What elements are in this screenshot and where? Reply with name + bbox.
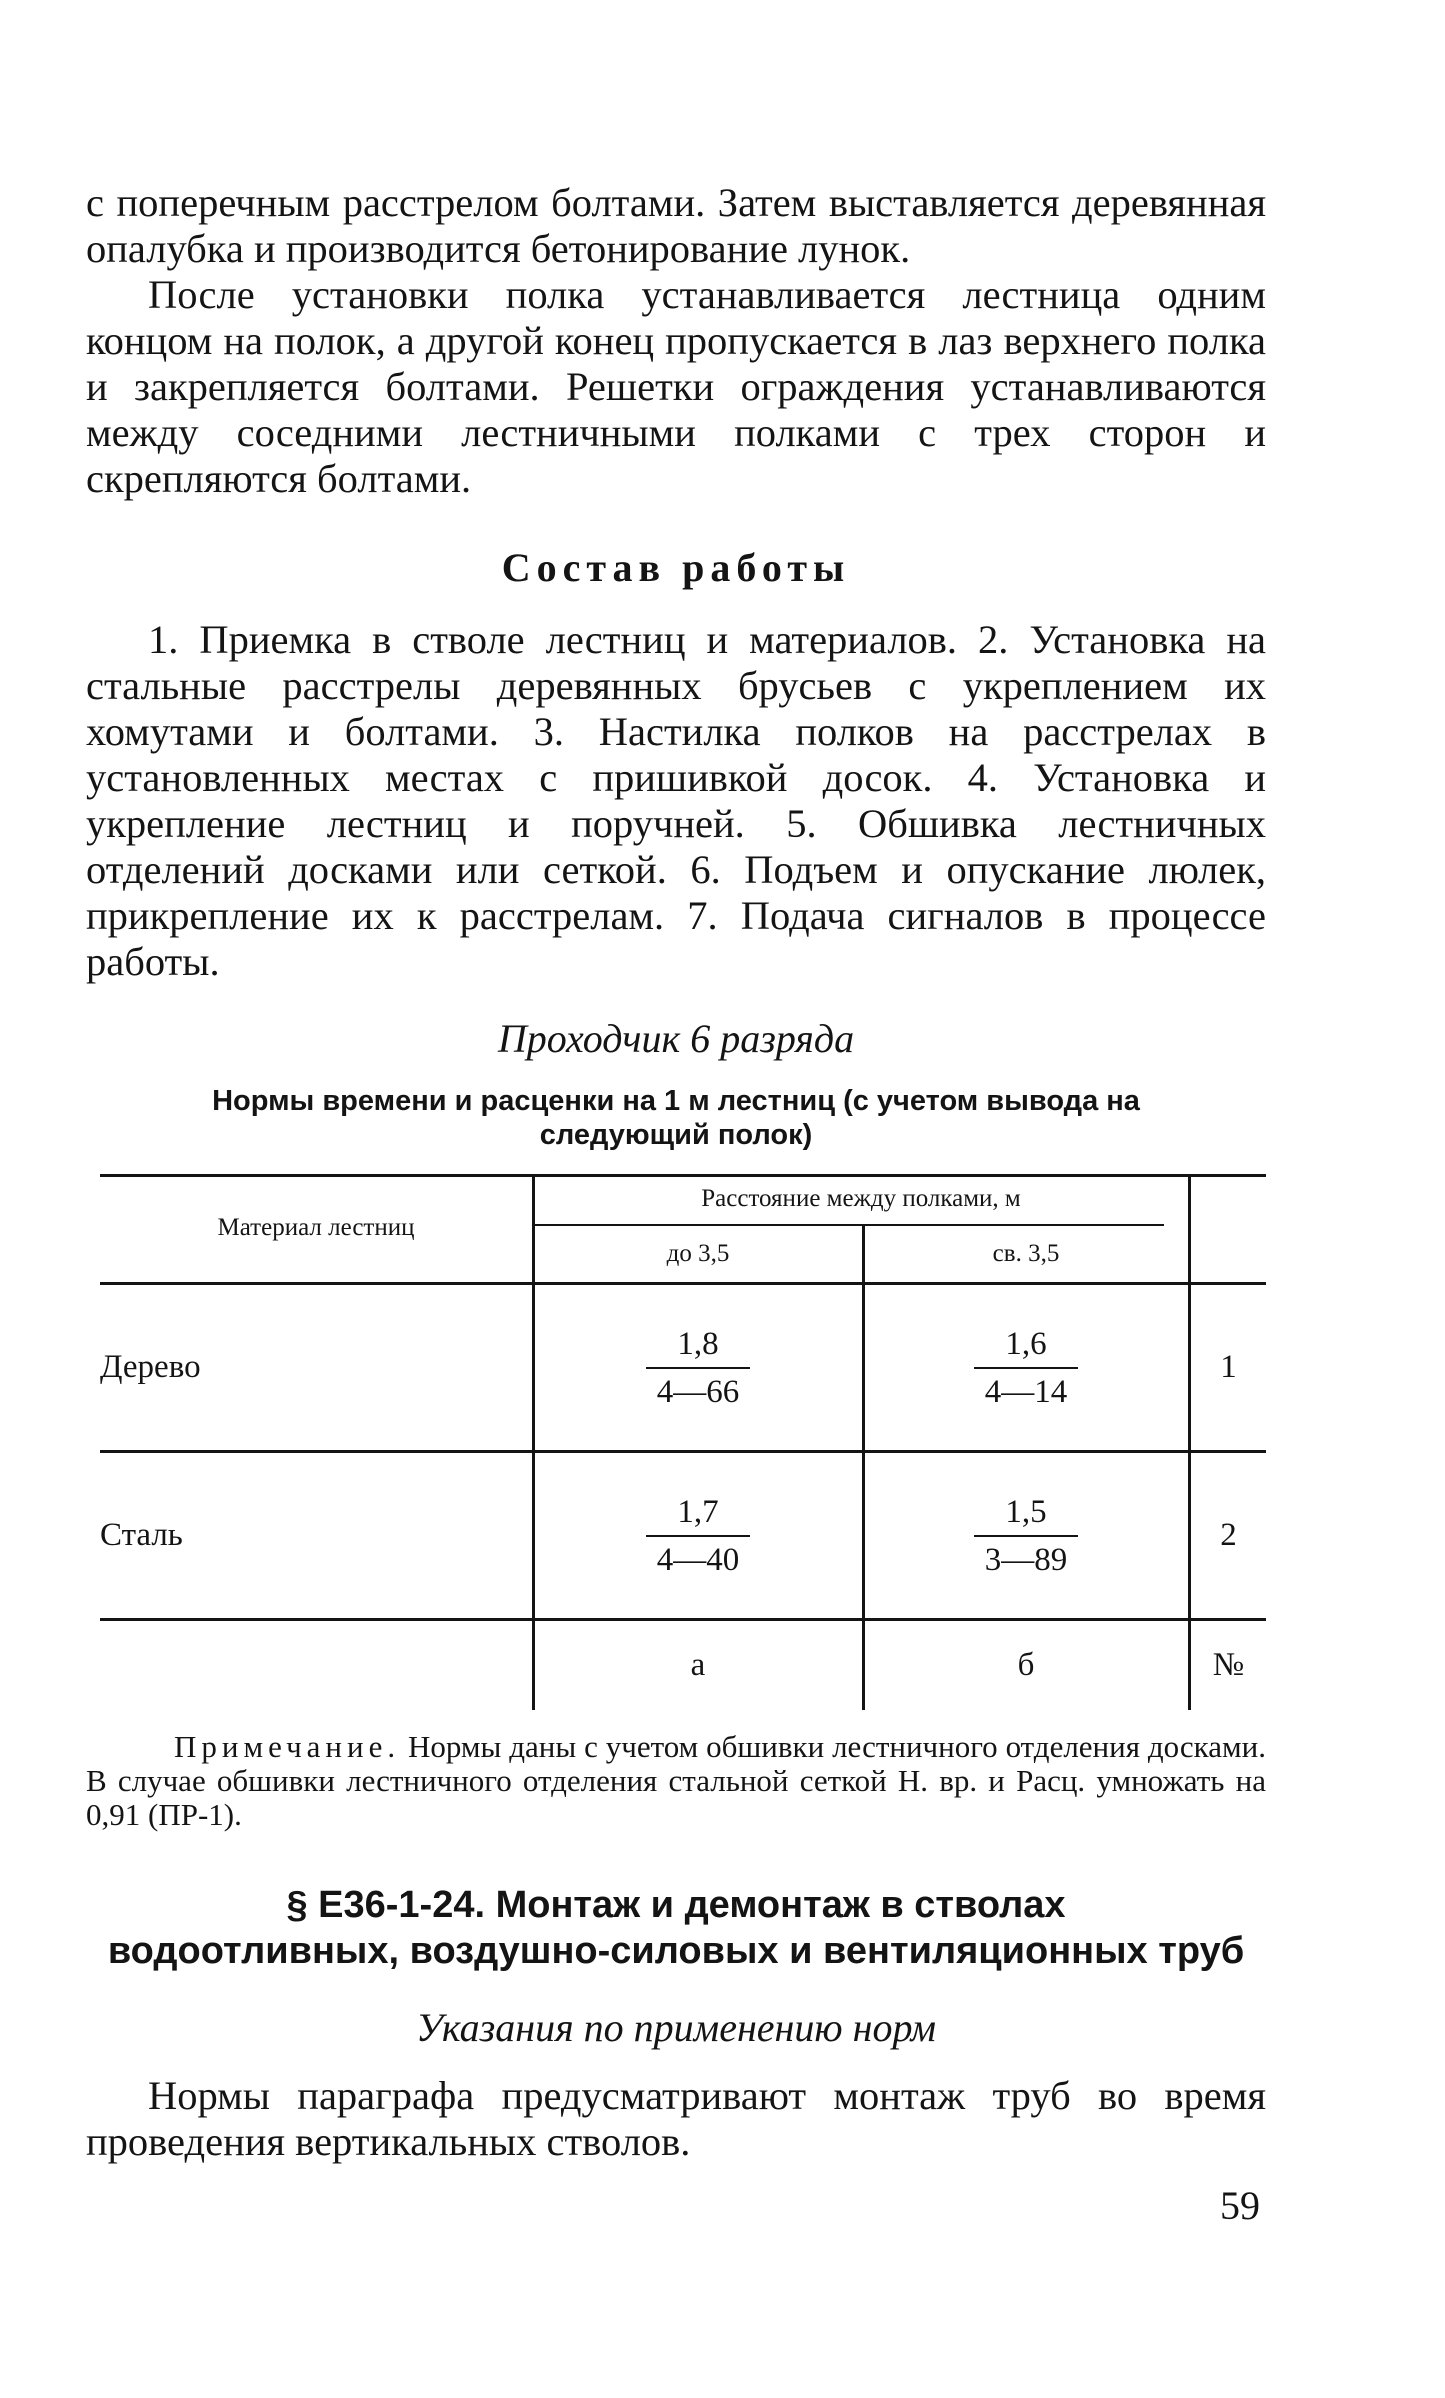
row-2-col-a	[534, 1453, 862, 1618]
header-col-b: св. 3,5	[992, 1240, 1060, 1267]
row-1-col-a	[534, 1285, 862, 1450]
row-2-material: Сталь	[100, 1517, 183, 1553]
note-label: Примечание.	[174, 1729, 401, 1764]
page-content	[86, 180, 1266, 2165]
paragraph-1: с поперечным расстрелом болтами. Затем выставляется деревянная опалубка и производится бетонирование лунок.	[86, 180, 1266, 271]
row-1-b-norm: 1,6	[974, 1327, 1078, 1369]
row-2-a-norm: 1,7	[646, 1495, 750, 1537]
table-title: Нормы времени и расценки на 1 м лестниц (с учетом вывода на следующий полок)	[212, 1085, 1140, 1151]
row-2-col-b	[864, 1453, 1188, 1618]
row-1-a-rate: 4—66	[656, 1373, 740, 1410]
work-composition-heading: Состав работы	[501, 545, 851, 590]
row-2-a-rate: 4—40	[656, 1541, 740, 1578]
header-distance-group: Расстояние между полками, м	[701, 1185, 1021, 1212]
footer-col-a: а	[690, 1647, 706, 1683]
paragraph-2: После установки полка устанавливается лестница одним концом на полок, а другой конец пропускается в лаз верхнего полка и закрепляется болтами. Решетки ограждения устанавливаются между соседними лестничными полками с трех сторон и скрепляются болтами.	[86, 272, 1266, 501]
work-composition-text: 1. Приемка в стволе лестниц и материалов. 2. Установка на стальные расстрелы деревянных брусьев с укреплением их хомутами и болтами. 3. Настилка полков на расстрелах в установленных местах с пришивкой досок. 4. Установка и укрепление лестниц и поручней. 5. Обшивка лестничных отделений досками или сеткой. 6. Подъем и опускание люлек, прикрепление их к расстрелам. 7. Подача сигналов в процессе работы.	[86, 617, 1266, 984]
header-material: Материал лестниц	[217, 1214, 415, 1241]
section-title	[86, 1882, 1266, 1974]
page-number: 59	[1220, 2183, 1260, 2228]
norms-table	[86, 1174, 1266, 1710]
footer-col-b: б	[1017, 1647, 1035, 1683]
section-subtitle: Указания по применению норм	[416, 2005, 936, 2050]
row-2-b-norm: 1,5	[974, 1495, 1078, 1537]
row-1-a-norm: 1,8	[646, 1327, 750, 1369]
row-2-b-rate: 3—89	[984, 1541, 1068, 1578]
row-1-number: 1	[1220, 1349, 1237, 1385]
section-text: Нормы параграфа предусматривают монтаж труб во время проведения вертикальных стволов.	[86, 2073, 1266, 2164]
table-note	[86, 1730, 1266, 1832]
header-col-a: до 3,5	[666, 1240, 730, 1267]
row-1-col-b	[864, 1285, 1188, 1450]
footer-col-number: №	[1212, 1647, 1245, 1683]
section-title-line-2: водоотливных, воздушно-силовых и вентиляционных труб	[107, 1930, 1245, 1972]
row-1-material: Дерево	[100, 1349, 201, 1385]
worker-grade: Проходчик 6 разряда	[497, 1016, 855, 1061]
note-text: Нормы даны с учетом обшивки лестничного отделения досками. В случае обшивки лестничного отделения стальной сеткой Н. вр. и Расц. умножать на 0,91 (ПР-1).	[86, 1729, 1266, 1832]
row-2-number: 2	[1220, 1517, 1237, 1553]
section-title-line-1: § Е36-1-24. Монтаж и демонтаж в стволах	[286, 1884, 1066, 1926]
row-1-b-rate: 4—14	[984, 1373, 1068, 1410]
